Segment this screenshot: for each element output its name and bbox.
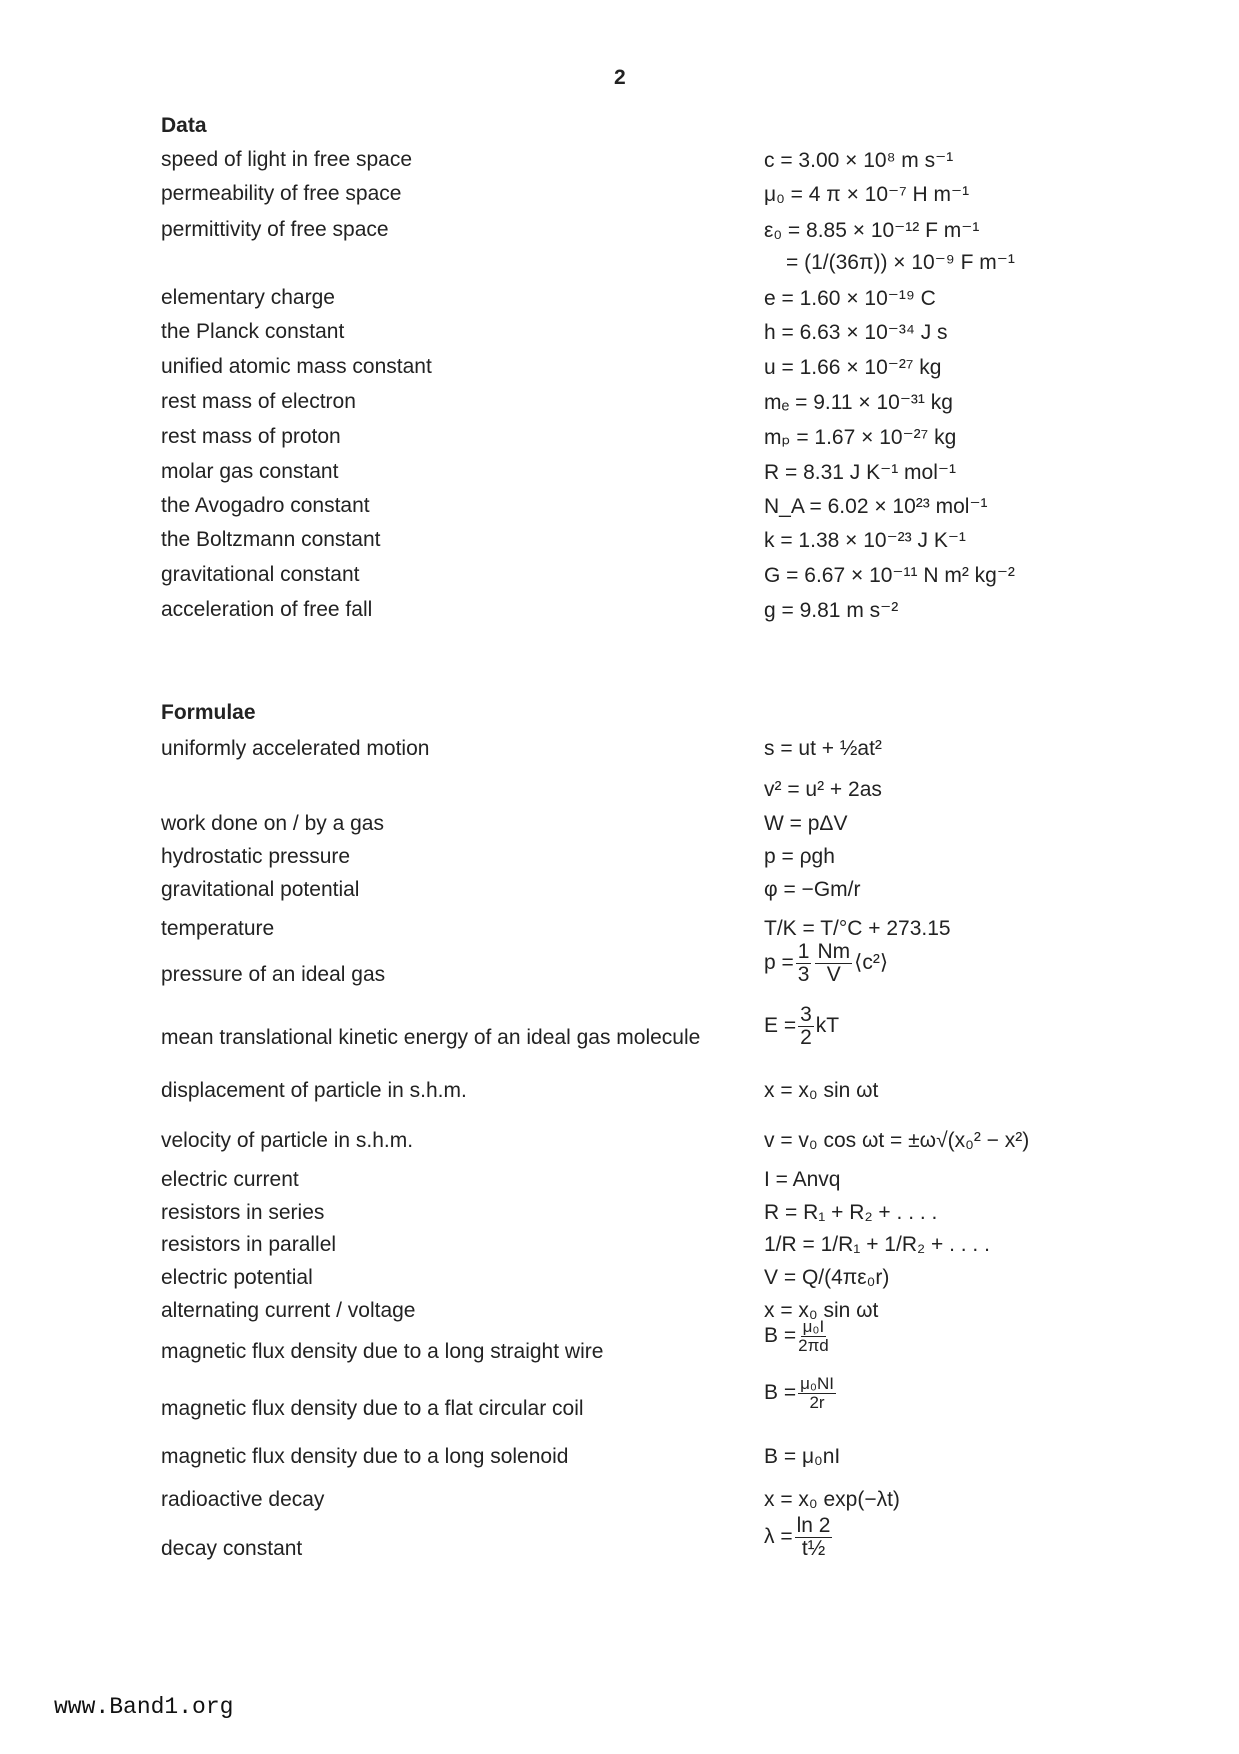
numerator: ln 2 [796, 1514, 831, 1537]
formula-label: work done on / by a gas [161, 812, 384, 835]
fraction [795, 1515, 833, 1560]
denominator: 2r [809, 1392, 825, 1412]
formula-rhs: ⟨c²⟩ [854, 951, 889, 975]
data-value: = (1/(36π)) × 10⁻⁹ F m⁻¹ [786, 251, 1015, 274]
data-heading: Data [161, 114, 207, 137]
data-value: c = 3.00 × 10⁸ m s⁻¹ [764, 149, 954, 172]
fraction [798, 1318, 829, 1355]
formula-label: resistors in series [161, 1201, 325, 1224]
data-label: speed of light in free space [161, 148, 412, 171]
denominator: 2 [800, 1026, 812, 1050]
data-label: elementary charge [161, 286, 335, 309]
formula-label: resistors in parallel [161, 1233, 337, 1256]
formula-lhs: B = [764, 1380, 797, 1404]
formula-value [764, 941, 888, 986]
formulae-heading: Formulae [161, 701, 256, 724]
formula-lhs: B = [764, 1323, 797, 1347]
data-value: μ₀ = 4 π × 10⁻⁷ H m⁻¹ [764, 183, 970, 206]
formula-label: magnetic flux density due to a long straight wire [161, 1340, 604, 1363]
data-value: G = 6.67 × 10⁻¹¹ N m² kg⁻² [764, 564, 1015, 587]
formula-label: electric potential [161, 1266, 313, 1289]
fraction [796, 941, 812, 986]
formula-value [764, 1375, 838, 1412]
formula-value: V = Q/(4πε₀r) [764, 1266, 890, 1289]
numerator: 3 [800, 1003, 812, 1026]
formula-value: R = R₁ + R₂ + . . . . [764, 1201, 938, 1224]
formula-value: B = μ₀nI [764, 1445, 841, 1468]
formula-value: x = x₀ sin ωt [764, 1299, 879, 1322]
fraction [798, 1004, 814, 1049]
data-value: N_A = 6.02 × 10²³ mol⁻¹ [764, 495, 988, 518]
data-label: permeability of free space [161, 182, 402, 205]
data-label: permittivity of free space [161, 218, 389, 241]
data-value: g = 9.81 m s⁻² [764, 599, 899, 622]
formula-rhs: kT [815, 1014, 840, 1038]
formula-value: 1/R = 1/R₁ + 1/R₂ + . . . . [764, 1233, 990, 1256]
formula-value: T/K = T/°C + 273.15 [764, 917, 951, 940]
data-value: h = 6.63 × 10⁻³⁴ J s [764, 321, 948, 344]
formula-label: mean translational kinetic energy of an ideal gas molecule [161, 1026, 701, 1049]
formula-value: W = pΔV [764, 812, 848, 835]
formula-label: magnetic flux density due to a long solenoid [161, 1445, 569, 1468]
formula-label: gravitational potential [161, 878, 360, 901]
footer-url: www.Band1.org [54, 1694, 234, 1720]
formula-value [764, 1004, 839, 1049]
data-label: gravitational constant [161, 563, 360, 586]
formula-label: velocity of particle in s.h.m. [161, 1129, 414, 1152]
formula-lhs: E = [764, 1014, 797, 1038]
formula-value [764, 1318, 831, 1355]
formula-value: x = x₀ exp(−λt) [764, 1488, 900, 1511]
formula-label: temperature [161, 917, 275, 940]
formula-value: I = Anvq [764, 1168, 841, 1191]
denominator: 2πd [798, 1335, 829, 1355]
data-value: R = 8.31 J K⁻¹ mol⁻¹ [764, 461, 956, 484]
data-label: acceleration of free fall [161, 598, 373, 621]
formula-lhs: λ = [764, 1525, 793, 1549]
formula-label: alternating current / voltage [161, 1299, 416, 1322]
formula-label: magnetic flux density due to a flat circular coil [161, 1397, 584, 1420]
formula-value: v² = u² + 2as [764, 778, 882, 801]
numerator: 1 [797, 940, 810, 963]
data-label: rest mass of proton [161, 425, 341, 448]
formula-label: decay constant [161, 1537, 303, 1560]
formula-label: pressure of an ideal gas [161, 963, 386, 986]
formula-value: s = ut + ½at² [764, 737, 882, 760]
numerator: Nm [817, 940, 851, 963]
data-value: k = 1.38 × 10⁻²³ J K⁻¹ [764, 529, 966, 552]
formula-value: v = v₀ cos ωt = ±ω√(x₀² − x²) [764, 1129, 1030, 1152]
data-value: ε₀ = 8.85 × 10⁻¹² F m⁻¹ [764, 219, 980, 242]
denominator: V [826, 963, 841, 987]
formula-label: uniformly accelerated motion [161, 737, 430, 760]
data-value: e = 1.60 × 10⁻¹⁹ C [764, 287, 936, 310]
data-label: the Avogadro constant [161, 494, 370, 517]
fraction [798, 1375, 836, 1412]
formula-label: radioactive decay [161, 1488, 325, 1511]
data-label: molar gas constant [161, 460, 339, 483]
denominator: 3 [797, 963, 810, 987]
numerator: μ₀I [802, 1317, 825, 1336]
data-label: rest mass of electron [161, 390, 356, 413]
data-label: unified atomic mass constant [161, 355, 432, 378]
formula-value: p = ρgh [764, 845, 835, 868]
data-value: mₑ = 9.11 × 10⁻³¹ kg [764, 391, 953, 414]
formula-value: x = x₀ sin ωt [764, 1079, 879, 1102]
formula-label: electric current [161, 1168, 299, 1191]
numerator: μ₀NI [800, 1374, 834, 1393]
fraction [815, 941, 852, 986]
page-number: 2 [614, 66, 626, 89]
formula-value: φ = −Gm/r [764, 878, 861, 901]
data-value: mₚ = 1.67 × 10⁻²⁷ kg [764, 426, 957, 449]
formula-value [764, 1515, 834, 1560]
formula-label: displacement of particle in s.h.m. [161, 1079, 467, 1102]
formula-label: hydrostatic pressure [161, 845, 351, 868]
data-value: u = 1.66 × 10⁻²⁷ kg [764, 356, 942, 379]
denominator: t½ [801, 1537, 826, 1561]
data-label: the Boltzmann constant [161, 528, 381, 551]
formula-lhs: p = [764, 951, 794, 975]
data-label: the Planck constant [161, 320, 345, 343]
